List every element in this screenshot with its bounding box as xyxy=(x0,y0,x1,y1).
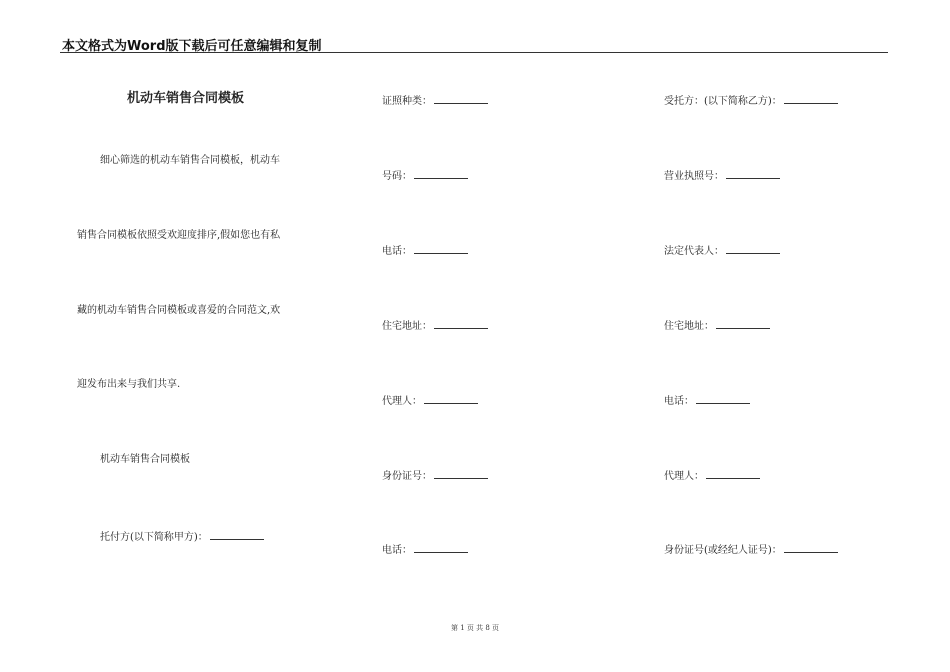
section-heading: 机动车销售合同模板 xyxy=(100,454,190,465)
fill-blank xyxy=(726,168,780,179)
phone-field xyxy=(382,243,468,258)
agent-field-2 xyxy=(664,468,760,483)
fill-blank xyxy=(696,393,750,404)
field-label: 受托方：(以下简称乙方)： xyxy=(664,96,782,107)
field-label: 营业执照号： xyxy=(664,171,724,182)
fill-blank xyxy=(716,318,770,329)
fill-blank xyxy=(434,468,488,479)
field-label: 代理人： xyxy=(664,471,704,482)
id-type-field xyxy=(382,93,488,108)
intro-line-1: 细心筛选的机动车销售合同模板，机动车 xyxy=(100,155,280,166)
fill-blank xyxy=(784,93,838,104)
phone-field-2 xyxy=(382,542,468,557)
header-divider xyxy=(60,52,888,53)
fill-blank xyxy=(706,468,760,479)
field-label: 身份证号(或经纪人证号)： xyxy=(664,545,782,556)
trustee-party-field xyxy=(664,93,838,108)
intro-line-3: 藏的机动车销售合同模板或喜爱的合同范文,欢 xyxy=(77,305,281,316)
field-label: 电话： xyxy=(382,246,412,257)
id-card-field xyxy=(382,468,488,483)
phone-field-3 xyxy=(664,393,750,408)
field-label: 身份证号： xyxy=(382,471,432,482)
fill-blank xyxy=(434,318,488,329)
field-label: 法定代表人： xyxy=(664,246,724,257)
intro-line-2: 销售合同模板依照受欢迎度排序,假如您也有私 xyxy=(77,230,281,241)
field-label: 住宅地址： xyxy=(664,321,714,332)
client-party-field xyxy=(100,529,264,544)
fill-blank xyxy=(414,243,468,254)
field-label: 住宅地址： xyxy=(382,321,432,332)
field-label: 号码： xyxy=(382,171,412,182)
fill-blank xyxy=(784,542,838,553)
fill-blank xyxy=(210,529,264,540)
document-title: 机动车销售合同模板 xyxy=(127,91,245,106)
header-title: 本文格式为Word版下载后可任意编辑和复制 xyxy=(62,39,322,54)
field-label: 电话： xyxy=(382,545,412,556)
field-label: 证照种类： xyxy=(382,96,432,107)
address-field xyxy=(382,318,488,333)
agent-field xyxy=(382,393,478,408)
address-field-2 xyxy=(664,318,770,333)
fill-blank xyxy=(414,542,468,553)
id-number-field xyxy=(382,168,468,183)
page-footer: 第 1 页 共 8 页 xyxy=(450,624,500,632)
fill-blank xyxy=(424,393,478,404)
legal-rep-field xyxy=(664,243,780,258)
intro-line-4: 迎发布出来与我们共享. xyxy=(77,379,181,390)
field-label: 代理人： xyxy=(382,396,422,407)
fill-blank xyxy=(414,168,468,179)
field-label: 电话： xyxy=(664,396,694,407)
business-license-field xyxy=(664,168,780,183)
id-or-broker-field xyxy=(664,542,838,557)
fill-blank xyxy=(434,93,488,104)
client-party-label: 托付方(以下简称甲方)： xyxy=(100,532,208,543)
fill-blank xyxy=(726,243,780,254)
